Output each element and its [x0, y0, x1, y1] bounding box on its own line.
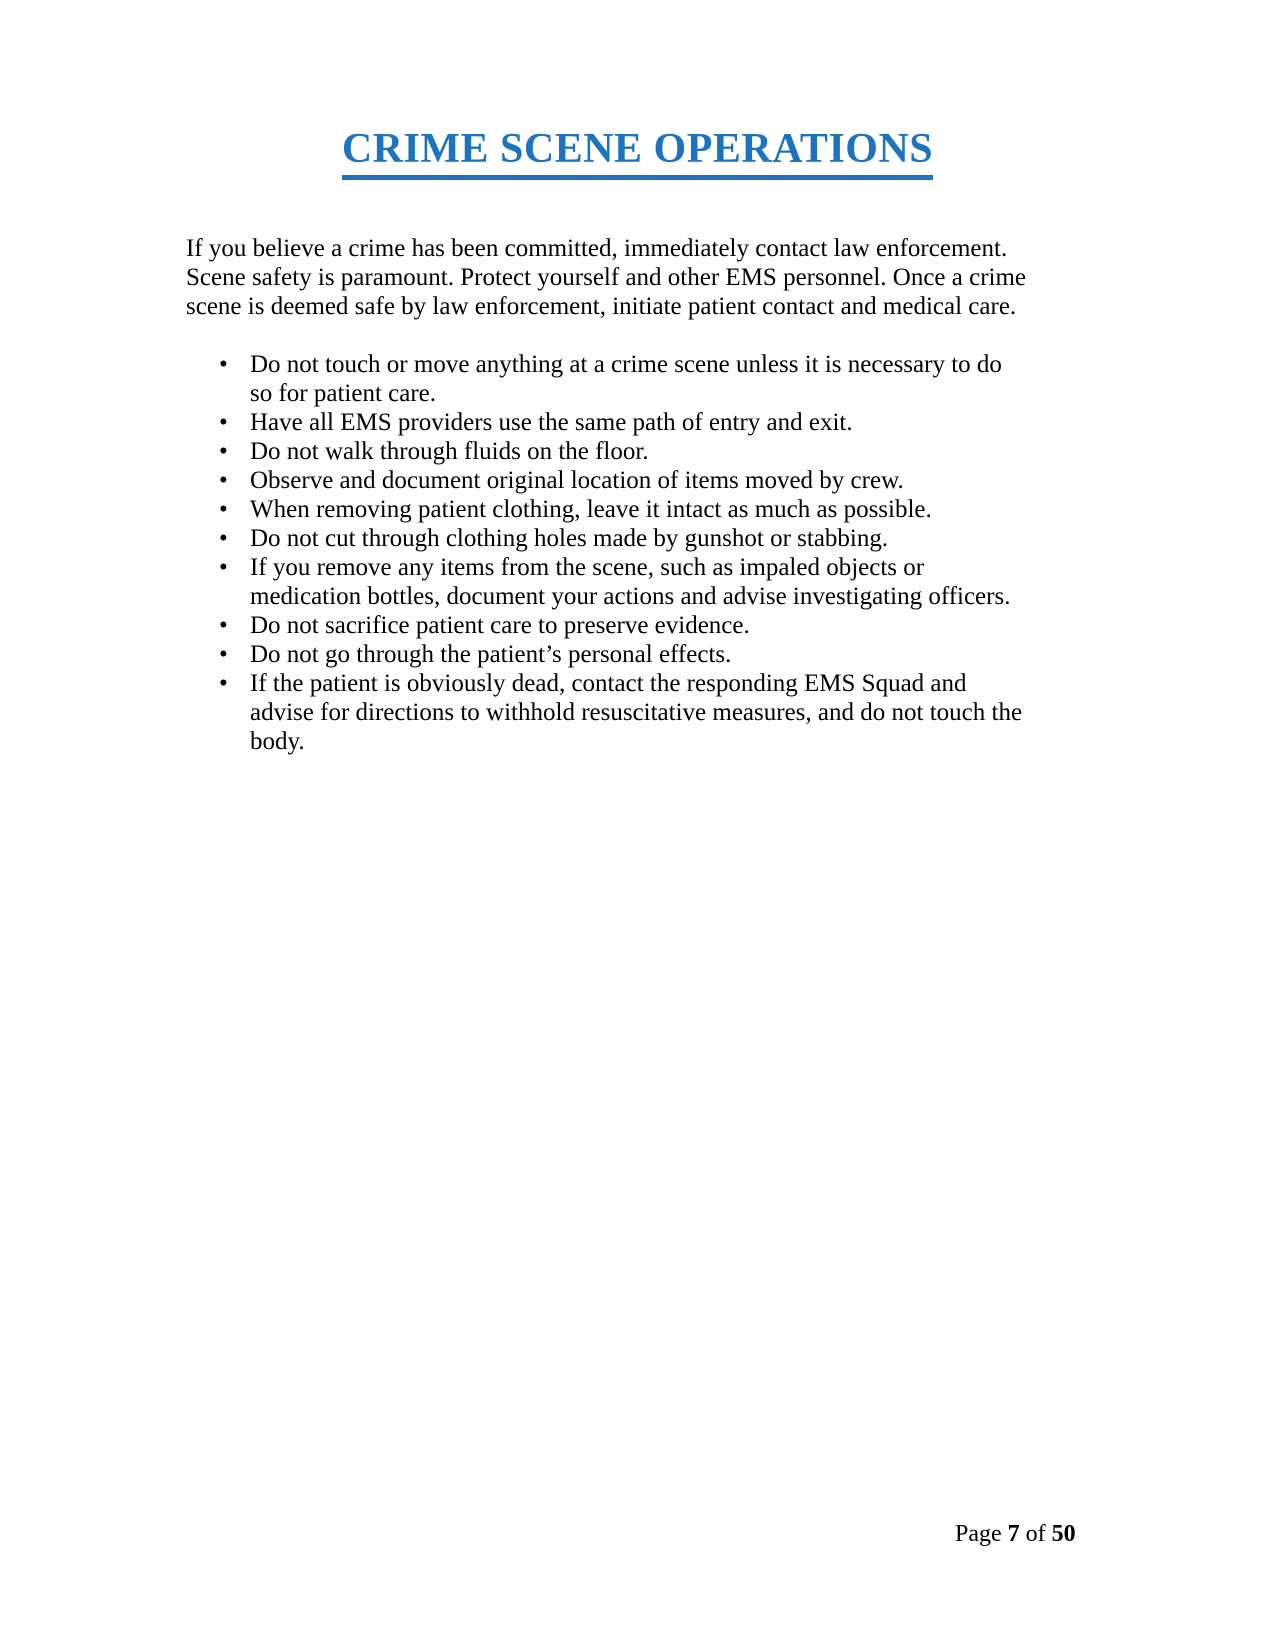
bullet-icon: • [219, 438, 228, 466]
list-item [219, 408, 1029, 437]
footer-total-pages: 50 [1051, 1521, 1076, 1547]
bullet-icon: • [219, 612, 228, 640]
list-item-text: Do not go through the patient’s personal effects. [250, 641, 732, 669]
list-item-text: If the patient is obviously dead, contact the responding EMS Squad and advise for directions to withhold resuscitative measures, and do not touch the body. [250, 670, 1023, 756]
page-number-footer [955, 1520, 1115, 1548]
list-item [219, 640, 1029, 669]
bullet-icon: • [219, 496, 228, 524]
bullet-icon: • [219, 351, 228, 379]
list-item-text: Do not cut through clothing holes made by gunshot or stabbing. [250, 525, 889, 553]
list-item-text: Do not sacrifice patient care to preserve evidence. [250, 612, 750, 640]
title-container [0, 0, 1275, 208]
list-item-text: When removing patient clothing, leave it intact as much as possible. [250, 496, 932, 524]
bullet-icon: • [219, 670, 228, 698]
list-item-text: Observe and document original location of items moved by crew. [250, 467, 904, 495]
list-item [219, 669, 1029, 756]
list-item [219, 611, 1029, 640]
list-item [219, 524, 1029, 553]
bullet-icon: • [219, 467, 228, 495]
list-item [219, 466, 1029, 495]
page-title: CRIME SCENE OPERATIONS [342, 126, 933, 180]
bullet-icon: • [219, 409, 228, 437]
footer-current-page: 7 [1007, 1521, 1020, 1547]
list-item [219, 495, 1029, 524]
list-item [219, 437, 1029, 466]
list-item [219, 553, 1029, 611]
bullet-icon: • [219, 641, 228, 669]
intro-paragraph: If you believe a crime has been committed, immediately contact law enforcement. Scene safety is paramount. Protect yourself and other EMS personnel. Once a crime scene is deemed safe by law enforcement, initiate patient contact and medical care. [186, 235, 1027, 321]
bullet-list [219, 350, 1029, 756]
list-item [219, 350, 1029, 408]
footer-page-label: Page [955, 1521, 1008, 1547]
footer-of-label: of [1019, 1521, 1052, 1547]
bullet-icon: • [219, 554, 228, 582]
list-item-text: If you remove any items from the scene, such as impaled objects or medication bottles, document your actions and advise investigating officers. [250, 554, 1011, 611]
bullet-icon: • [219, 525, 228, 553]
list-item-text: Have all EMS providers use the same path of entry and exit. [250, 409, 853, 437]
list-item-text: Do not touch or move anything at a crime scene unless it is necessary to do so for patient care. [250, 351, 1002, 408]
list-item-text: Do not walk through fluids on the floor. [250, 438, 649, 466]
